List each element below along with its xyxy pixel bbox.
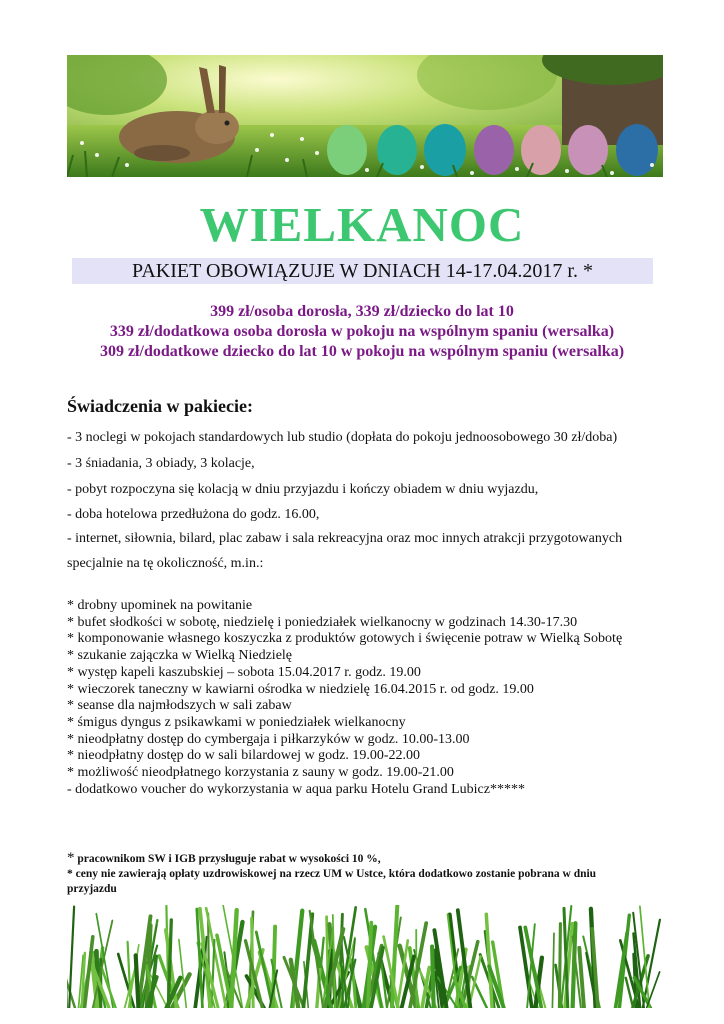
grass-blade — [342, 967, 343, 1008]
footnote-fee: * ceny nie zawierają opłaty uzdrowiskowej na rzecz UM w Ustce, która dodatkowo zostanie pobrana w dniu przyjazdu — [67, 868, 597, 895]
benefit-item: * wieczorek taneczny w kawiarni ośrodka w niedzielę 16.04.2015 r. od godz. 19.00 — [67, 681, 534, 697]
footnotes — [67, 851, 647, 897]
benefit-item: * komponowanie własnego koszyczka z produktów gotowych i święcenie potraw w Wielką Sobotę — [67, 631, 623, 647]
package-item: - internet, siłownia, bilard, plac zabaw i sala rekreacyjna oraz moc innych atrakcji przygotowanych — [67, 531, 623, 546]
package-item: - pobyt rozpoczyna się kolacją w dniu przyjazdu i kończy obiadem w dniu wyjazdu, — [67, 482, 539, 497]
benefit-item: * bufet słodkości w sobotę, niedzielę i poniedziałek wielkanocny w godzinach 14.30-17.30 — [67, 614, 578, 630]
grass-blade — [136, 955, 139, 1008]
footnote-discount — [67, 851, 647, 867]
benefits-list — [67, 598, 622, 798]
page-title: WIELKANOC — [199, 197, 525, 252]
grass-blade — [69, 907, 74, 1008]
price-line: 309 zł/dodatkowe dziecko do lat 10 w pokoju na wspólnym spaniu (wersalka) — [99, 343, 625, 360]
price-line: 399 zł/osoba dorosła, 339 zł/dziecko do lat 10 — [210, 303, 514, 320]
benefit-item: * występ kapeli kaszubskiej – sobota 15.04.2017 r. godz. 19.00 — [67, 664, 421, 680]
easter-banner-illustration — [67, 55, 663, 177]
package-item: - doba hotelowa przedłużona do godz. 16.00, — [67, 507, 320, 522]
benefit-item: - dodatkowo voucher do wykorzystania w aqua parku Hotelu Grand Lubicz***** — [67, 781, 525, 797]
package-item: - 3 noclegi w pokojach standardowych lub studio (dopłata do pokoju jednoosobowego 30 zł/doba) — [67, 430, 618, 445]
benefit-item: * szukanie zajączka w Wielką Niedzielę — [67, 648, 293, 664]
grass-footer-image — [67, 905, 663, 1008]
price-line: 339 zł/dodatkowa osoba dorosła w pokoju na wspólnym spaniu (wersalka) — [109, 323, 615, 340]
grass-blade — [486, 914, 492, 1008]
benefit-item: * nieodpłatny dostęp do w sali bilardowej w godz. 19.00-22.00 — [67, 748, 421, 764]
easter-banner-image — [67, 55, 663, 177]
grass-blade — [432, 947, 434, 1009]
grass-blade — [559, 924, 560, 1008]
package-item: specjalnie na tę okoliczność, m.in.: — [67, 556, 264, 571]
benefit-item: * drobny upominek na powitanie — [67, 598, 253, 613]
grass-blade — [552, 933, 554, 1008]
grass-blade — [179, 940, 186, 1009]
package-item: - 3 śniadania, 3 obiady, 3 kolacje, — [67, 456, 255, 471]
benefit-item: * nieodpłatny dostęp do cymbergaja i piłkarzyków w godz. 10.00-13.00 — [67, 731, 470, 747]
benefit-item: * śmigus dyngus z psikawkami w poniedziałek wielkanocny — [67, 714, 406, 730]
validity-dates-banner: PAKIET OBOWIĄZUJE W DNIACH 14-17.04.2017 r. * — [72, 258, 653, 284]
grass-illustration — [67, 905, 663, 1008]
footnote-text: pracownikom SW i IGB przysługuje rabat w wysokości 10 %, — [74, 853, 381, 865]
section-title: Świadczenia w pakiecie: — [67, 396, 253, 416]
benefit-item: * możliwość nieodpłatnego korzystania z sauny w godz. 19.00-21.00 — [67, 765, 454, 781]
benefit-item: * seanse dla najmłodszych w sali zabaw — [67, 698, 292, 714]
price-list — [0, 302, 724, 362]
footnote-star: * — [67, 850, 75, 866]
